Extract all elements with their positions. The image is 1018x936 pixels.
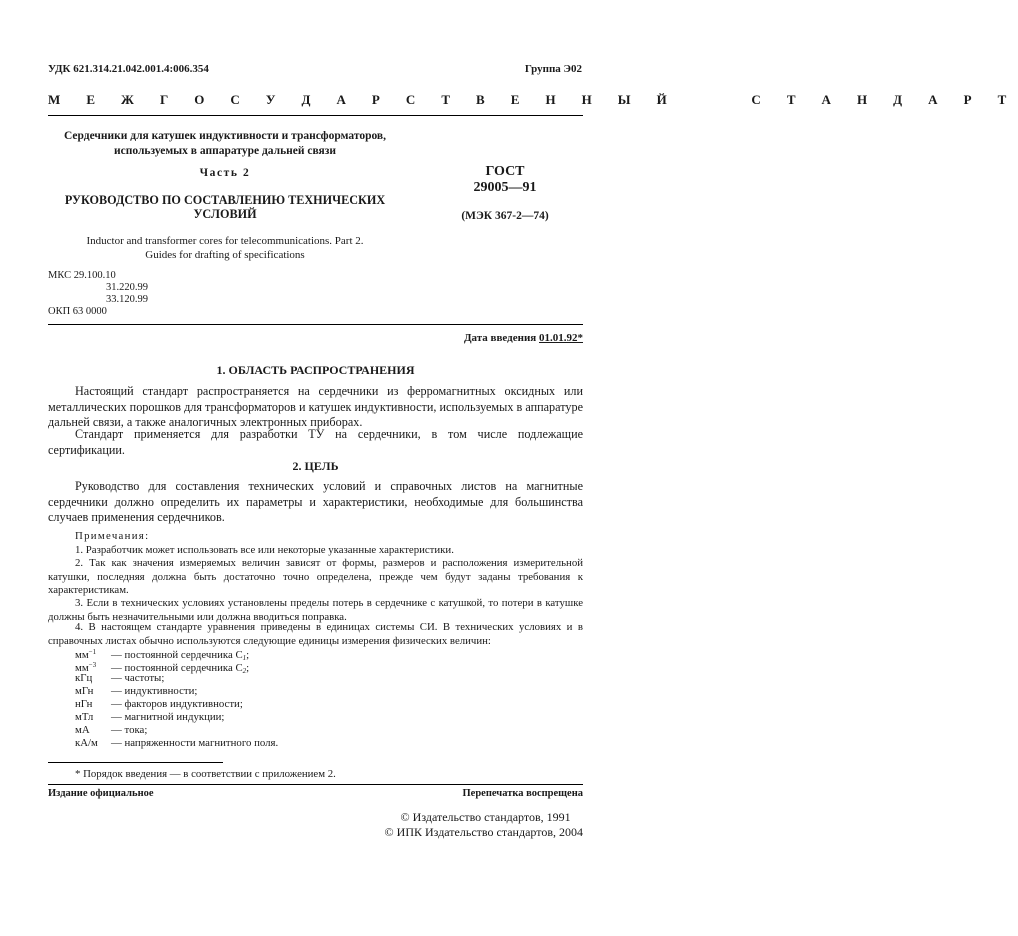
english-line-2: Guides for drafting of specifications xyxy=(145,249,305,261)
unit-row: кА/м — напряженности магнитного поля. xyxy=(75,737,279,749)
reprint-notice: Перепечатка воспрещена xyxy=(462,788,583,799)
notes-title: Примечания: xyxy=(75,530,150,542)
note-1: 1. Разработчик может использовать все или некоторые указанные характеристики. xyxy=(75,544,454,556)
title-line-2: УСЛОВИЙ xyxy=(193,207,257,221)
title-line-1: РУКОВОДСТВО ПО СОСТАВЛЕНИЮ ТЕХНИЧЕСКИХ xyxy=(64,193,386,207)
okp-code: ОКП 63 0000 xyxy=(48,306,107,317)
note-2: 2. Так как значения измеряемых величин зависят от формы, размеров и расположения измерительной катушки, последняя должна быть достаточно точно определена, прежде чем будут заданы требования к характеристикам. xyxy=(48,557,583,596)
section-1-paragraph-2: Стандарт применяется для разработки ТУ на сердечники, в том числе подлежащие сертификации. xyxy=(48,427,583,457)
gost-number: 29005—91 xyxy=(473,180,537,195)
effective-date xyxy=(464,332,583,344)
section-1-paragraph-1: Настоящий стандарт распространяется на сердечники из ферромагнитных оксидных или металлических порошков для трансформаторов и катушек индуктивности, используемых в аппаратуре дальней связи, а также аналогичных электронных приборах. xyxy=(48,384,583,429)
gost-label: ГОСТ xyxy=(485,164,525,179)
section-2-heading: 2. ЦЕЛЬ xyxy=(292,459,339,473)
mks-code-1: 29.100.10 xyxy=(73,270,116,281)
effective-date-value: 01.01.92* xyxy=(539,332,583,344)
part-number: Часть 2 xyxy=(199,167,251,179)
official-edition: Издание официальное xyxy=(48,788,154,799)
english-title xyxy=(60,234,390,262)
udk-code: УДК 621.314.21.042.001.4:006.354 xyxy=(48,63,209,75)
section-1-heading: 1. ОБЛАСТЬ РАСПРОСТРАНЕНИЯ xyxy=(216,363,415,377)
mks-code-2: 31.220.99 xyxy=(106,282,148,293)
unit-row: мГн — индуктивности; xyxy=(75,685,198,697)
standard-type: М Е Ж Г О С У Д А Р С Т В Е Н Н Ы Й С Т А Н Д А Р Т xyxy=(48,92,1018,107)
unit-row: нГн — факторов индуктивности; xyxy=(75,698,243,710)
footer-rule xyxy=(48,784,583,785)
note-3: 3. Если в технических условиях установлены пределы потерь в сердечнике с катушкой, то потери в катушке должны быть незначительными или должна вводиться поправка. xyxy=(48,597,583,623)
subject-line-1: Сердечники для катушек индуктивности и трансформаторов, xyxy=(63,130,387,142)
section-2-paragraph-1: Руководство для составления технических условий и справочных листов на магнитные сердечники должно определить их параметры и характеристики, необходимые для большинства случаев применения сердечников. xyxy=(48,479,583,524)
document-title xyxy=(60,193,390,221)
mks-label: МКС xyxy=(48,270,72,281)
note-4: 4. В настоящем стандарте уравнения приведены в единицах системы СИ. В технических условиях и в справочных листах обычно используются следующие единицы измерения физических величин: xyxy=(48,621,583,647)
header-rule xyxy=(48,115,583,116)
subject-line-2: используемых в аппаратуре дальней связи xyxy=(113,145,337,157)
unit-row: $мм^{-1}$ — постоянной сердечника $C_1$; xyxy=(75,648,250,662)
unit-row: мТл — магнитной индукции; xyxy=(75,711,225,723)
copyright-block xyxy=(385,810,583,840)
subject-title xyxy=(60,129,390,159)
gost-block xyxy=(445,164,565,196)
footnote-rule xyxy=(48,762,223,763)
copyright-1: © Издательство стандартов, 1991 xyxy=(400,810,571,824)
separator-rule xyxy=(48,324,583,325)
unit-row: $мм^{-3}$ — постоянной сердечника $C_2$; xyxy=(75,661,250,675)
unit-row: мА — тока; xyxy=(75,724,148,736)
iec-reference: (МЭК 367-2—74) xyxy=(461,210,549,222)
classification-codes xyxy=(48,270,148,318)
english-line-1: Inductor and transformer cores for telecommunications. Part 2. xyxy=(86,235,364,247)
copyright-2: © ИПК Издательство стандартов, 2004 xyxy=(384,825,583,839)
effective-date-label: Дата введения xyxy=(463,332,537,344)
unit-row: кГц — частоты; xyxy=(75,672,165,684)
footnote: * Порядок введения — в соответствии с приложением 2. xyxy=(75,768,336,780)
mks-code-3: 33.120.99 xyxy=(106,294,148,305)
group-code: Группа Э02 xyxy=(524,63,582,75)
